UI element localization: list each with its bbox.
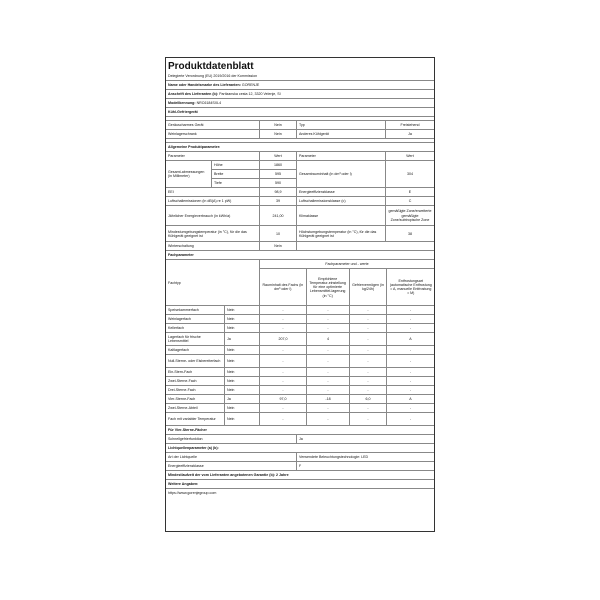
compartment-row — [166, 403, 434, 412]
compartment-name: Zwei-Sterne-Fach — [168, 379, 197, 384]
compartment-row — [166, 354, 434, 367]
compartment-freezing: - — [349, 386, 386, 394]
compartment-name: Ein-Stern-Fach — [168, 370, 193, 375]
regulation-text: Delegierte Verordnung (EU) 2019/2016 der Kommission — [168, 74, 258, 78]
type-row-label2: Anderes Kühlgerät — [296, 130, 385, 138]
compartment-freezing: - — [349, 315, 386, 323]
compartment-present: Nein — [224, 306, 259, 314]
compartment-present: Ja — [224, 333, 259, 345]
general-param-value: 98,9 — [259, 188, 296, 196]
value-head-2: Wert — [385, 152, 434, 160]
general-param-label: EEI — [168, 190, 174, 195]
compartment-temperature: 4 — [306, 333, 349, 345]
compartment-temperature: - — [306, 306, 349, 314]
compartment-temperature: - — [306, 355, 349, 367]
compartment-present: Nein — [224, 404, 259, 412]
supplier-address-label: Anschrift des Lieferanten (b): — [168, 92, 219, 97]
compartment-row — [166, 376, 434, 385]
general-param-value2: C — [385, 197, 434, 205]
compartment-volume: 207,0 — [259, 333, 306, 345]
general-param-label: Mindestumgebungstemperatur (in °C), für die das Kühlgerät geeignet ist — [168, 229, 247, 238]
compartment-name: Vier-Sterne-Fach — [168, 397, 196, 402]
device-type-header: Kühl-Gefriergerät — [168, 110, 198, 115]
general-param-label2: Energieeffizienzklasse — [296, 188, 385, 196]
compartment-freezing: - — [349, 404, 386, 412]
warranty-value: 2 Jahre — [276, 473, 289, 478]
compartment-defrost: A — [386, 333, 434, 345]
dim-value-width: 595 — [260, 169, 296, 178]
general-param-value: 39 — [259, 197, 296, 205]
compartment-row — [166, 332, 434, 345]
compartment-volume: - — [259, 315, 306, 323]
compartment-name: Weinlagerfach — [168, 317, 191, 322]
compartment-present: Nein — [224, 368, 259, 376]
dim-name-height: Höhe — [214, 163, 223, 168]
compartment-freezing: - — [349, 377, 386, 385]
light-type-label: Art der Lichtquelle — [168, 455, 197, 460]
winter-row — [166, 241, 434, 250]
compartment-temperature: - — [306, 368, 349, 376]
fachtyp-head: Fachtyp — [168, 280, 181, 285]
type-row — [166, 120, 434, 129]
param-head-2: Parameter — [296, 152, 385, 160]
total-volume-value: 304 — [385, 161, 434, 187]
light-type-value: Verwendete Beleuchtungstechnologie: LED — [296, 453, 434, 461]
value-head-1: Wert — [259, 152, 296, 160]
general-param-row — [166, 205, 434, 225]
light-type-row — [166, 452, 434, 461]
compartment-freezing: - — [349, 346, 386, 354]
more-header-row — [166, 479, 434, 488]
type-row-label2: Typ — [296, 121, 385, 129]
four-star-header: Für Vier-Sterne-Fächer — [168, 428, 207, 433]
fast-freeze-value: Ja — [296, 435, 434, 443]
supplier-name-row — [166, 80, 434, 89]
compartment-present: Nein — [224, 315, 259, 323]
compartment-defrost: - — [386, 377, 434, 385]
general-header: Allgemeine Produktparameter: — [168, 145, 221, 150]
compartment-volume: - — [259, 413, 306, 425]
compartment-freezing: - — [349, 368, 386, 376]
compartment-name: Null-Sterne- oder Eisbereiterfach — [168, 359, 221, 364]
compartment-temperature: - — [306, 377, 349, 385]
more-url: https://www.gorenjegroup.com — [168, 491, 217, 496]
model-value: NRC6184SXL4 — [196, 101, 222, 106]
type-row-value2: Freistehend — [385, 121, 434, 129]
compartment-volume: - — [259, 368, 306, 376]
param-head-1: Parameter — [168, 154, 185, 159]
compartment-temperature: - — [306, 315, 349, 323]
general-param-label: Luftschallemissionen (in dB(A) re 1 pW) — [168, 199, 232, 204]
compartment-freezing: - — [349, 324, 386, 332]
compartment-row — [166, 323, 434, 332]
general-param-label2: Luftschallemissionsklasse (c) — [296, 197, 385, 205]
compartment-head-row — [166, 259, 434, 305]
fast-freeze-row — [166, 434, 434, 443]
compartment-defrost: - — [386, 306, 434, 314]
general-param-value: 241,00 — [259, 206, 296, 225]
compartment-defrost: A — [386, 395, 434, 403]
compartment-volume: - — [259, 306, 306, 314]
more-header: Weitere Angaben: — [168, 482, 199, 487]
compartment-row — [166, 412, 434, 425]
compartment-defrost: - — [386, 386, 434, 394]
compartment-temperature: - — [306, 404, 349, 412]
four-star-header-row — [166, 425, 434, 434]
compartment-present: Nein — [224, 377, 259, 385]
general-param-label2: Klimaklasse — [296, 206, 385, 225]
col-head-freezing: Gefriervermögen (in kg/24h) — [349, 269, 387, 305]
compartment-name: Kaltlagerfach — [168, 348, 189, 353]
compartment-header: Fachparameter — [168, 253, 194, 258]
light-header: Lichtquellenparameter (a) (b): — [168, 446, 219, 451]
compartment-freezing: - — [349, 413, 386, 425]
compartment-volume: - — [259, 386, 306, 394]
fast-freeze-label: Schnellgefrierfunktion — [168, 437, 203, 442]
general-param-value2: 38 — [385, 226, 434, 241]
light-class-label: Energieeffizienzklasse — [168, 464, 204, 469]
type-row-value: Nein — [259, 130, 296, 138]
compartment-present: Nein — [224, 386, 259, 394]
compartment-row — [166, 345, 434, 354]
compartment-temperature: - — [306, 413, 349, 425]
compartment-temperature: - — [306, 324, 349, 332]
dimensions-label: Gesamt-abmessungen (in Millimeter) — [168, 170, 205, 179]
compartment-name: Zwei-Sterne-Abteil — [168, 406, 198, 411]
compartment-volume: - — [259, 404, 306, 412]
compartment-name: Fach mit variabler Temperatur — [168, 417, 216, 422]
dimensions-names — [211, 161, 259, 187]
compartment-name: Speisekammerfach — [168, 308, 199, 313]
dimensions-row — [166, 160, 434, 187]
compartment-volume: - — [259, 355, 306, 367]
general-param-row — [166, 187, 434, 196]
compartment-freezing: - — [349, 306, 386, 314]
type-row-value2: Ja — [385, 130, 434, 138]
type-row-label: Geräuscharmes Gerät — [168, 123, 204, 128]
winter-value: Nein — [259, 242, 296, 250]
general-param-value: 10 — [259, 226, 296, 241]
compartment-temperature: -18 — [306, 395, 349, 403]
device-type-header-row — [166, 107, 434, 116]
compartment-present: Nein — [224, 346, 259, 354]
general-param-row — [166, 225, 434, 241]
light-header-row — [166, 443, 434, 452]
general-param-value2: E — [385, 188, 434, 196]
product-data-sheet — [165, 57, 435, 532]
light-class-row — [166, 461, 434, 470]
col-head-temperature: Empfohlene Temperatur-einstellung für eine optimierte Lebensmittel-lagerung (in °C) — [306, 269, 349, 305]
general-param-label2: Höchstumgebungstemperatur (in °C), für die das Kühlgerät geeignet ist — [296, 226, 385, 241]
compartment-defrost: - — [386, 404, 434, 412]
compartment-defrost: - — [386, 346, 434, 354]
model-row — [166, 98, 434, 107]
general-param-label: Jährlicher Energieverbrauch (in kWh/a) — [168, 213, 231, 218]
general-header-row — [166, 142, 434, 151]
dim-name-width: Breite — [212, 169, 259, 178]
compartment-volume: - — [259, 377, 306, 385]
general-param-row — [166, 196, 434, 205]
page-title: Produktdatenblatt — [168, 61, 254, 72]
dimensions-values — [259, 161, 296, 187]
compartment-name: Kellerfach — [168, 326, 184, 331]
supplier-address-row — [166, 89, 434, 98]
compartment-present: Ja — [224, 395, 259, 403]
compartment-defrost: - — [386, 324, 434, 332]
col-head-volume: Rauminhalt des Fachs (in dm³ oder l) — [262, 283, 304, 292]
compartment-defrost: - — [386, 413, 434, 425]
compartment-row — [166, 385, 434, 394]
compartment-row — [166, 314, 434, 323]
compartment-defrost: - — [386, 315, 434, 323]
type-row-label: Weinlagerschrank — [168, 132, 197, 137]
compartment-name: Lagerfach für frische Lebensmittel — [168, 335, 201, 344]
type-row — [166, 129, 434, 138]
compartment-row — [166, 367, 434, 376]
model-label: Modellkennung: — [168, 101, 196, 106]
supplier-address-value: Partizanska cesta 12, 3320 Velenje, SI — [219, 92, 281, 97]
winter-label: Winterschaltung — [168, 244, 194, 249]
compartment-volume: - — [259, 324, 306, 332]
compartment-name: Drei-Sterne-Fach — [168, 388, 196, 393]
warranty-label: Mindestlaufzeit der vom Lieferanten angebotenen Garantie (b): — [168, 473, 276, 478]
compartment-freezing: 6,0 — [349, 395, 386, 403]
compartment-present: Nein — [224, 355, 259, 367]
warranty-row — [166, 470, 434, 479]
compartment-defrost: - — [386, 355, 434, 367]
compartment-freezing: - — [349, 355, 386, 367]
compartment-present: Nein — [224, 413, 259, 425]
compartment-present: Nein — [224, 324, 259, 332]
more-url-row — [166, 488, 434, 497]
compartment-volume: - — [259, 346, 306, 354]
supplier-name-value: GORENJE — [241, 83, 260, 88]
total-volume-label: Gesamtrauminhalt (in dm³ oder l) — [296, 161, 385, 187]
dim-value-depth: 590 — [260, 178, 296, 187]
compartment-row — [166, 394, 434, 403]
col-head-defrost: Entfrostungsart (automatische Entfrostung = A, manuelle Entfrostung = M) — [386, 269, 434, 305]
compartment-volume: 97,0 — [259, 395, 306, 403]
compartment-row — [166, 305, 434, 314]
light-class-value: F — [296, 462, 434, 470]
compartment-header-row — [166, 250, 434, 259]
dim-value-height: 1860 — [274, 163, 282, 168]
compartment-temperature: - — [306, 346, 349, 354]
compartment-temperature: - — [306, 386, 349, 394]
general-param-value2: gemäßigte Zone/erweiterte gemäßigte Zone/subtropische Zone — [385, 206, 434, 225]
compartment-freezing: - — [349, 333, 386, 345]
supplier-name-label: Name oder Handelsmarke des Lieferanten: — [168, 83, 241, 88]
param-head-row — [166, 151, 434, 160]
type-row-value: Nein — [259, 121, 296, 129]
group-head: Fachparameter und - werte — [325, 262, 369, 267]
dim-name-depth: Tiefe — [212, 178, 259, 187]
compartment-defrost: - — [386, 368, 434, 376]
